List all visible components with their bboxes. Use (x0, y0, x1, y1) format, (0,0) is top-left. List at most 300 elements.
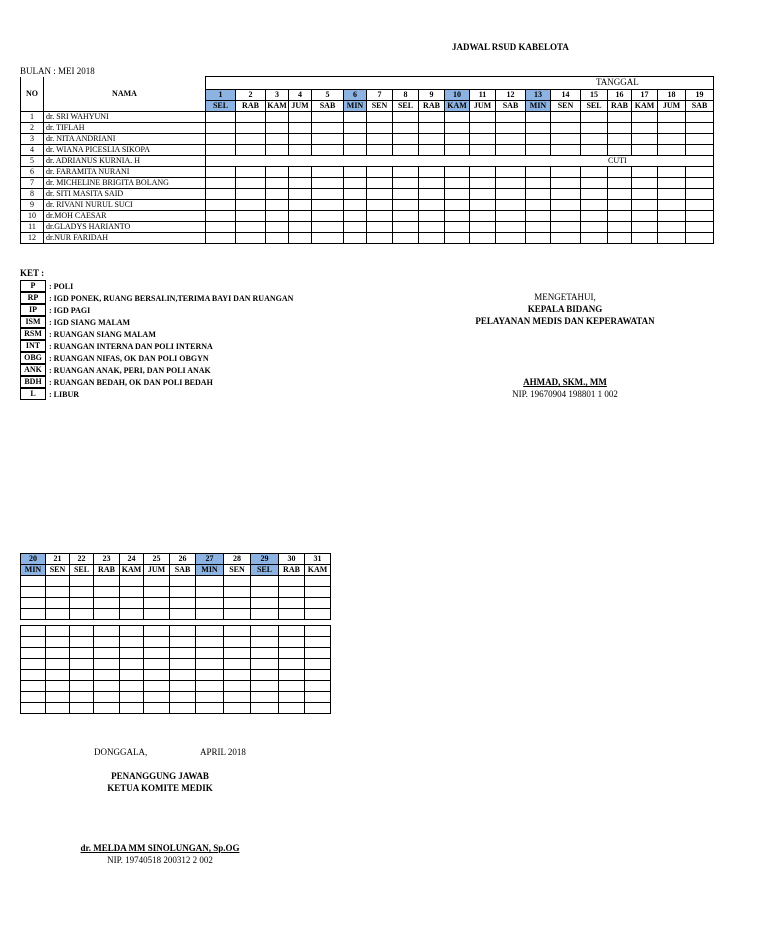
shift-cell (251, 609, 279, 620)
date-cell: 5 (312, 90, 344, 101)
shift-cell (312, 222, 344, 233)
shift-cell (46, 648, 70, 659)
shift-cell (393, 178, 419, 189)
shift-cell (367, 145, 393, 156)
shift-cell (206, 112, 236, 123)
table-row (21, 112, 714, 123)
shift-cell (251, 703, 279, 714)
shift-cell (344, 200, 367, 211)
nama-header: NAMA (44, 77, 206, 112)
shift-cell (632, 233, 658, 244)
shift-cell (279, 609, 305, 620)
table-row (21, 145, 714, 156)
shift-cell (279, 692, 305, 703)
shift-cell (46, 703, 70, 714)
day-cell: RAB (608, 101, 632, 112)
shift-cell (526, 123, 551, 134)
day-cell: SEN (224, 565, 251, 576)
legend-desc: : LIBUR (49, 389, 80, 399)
date-cell: 22 (70, 554, 94, 565)
shift-cell (120, 587, 144, 598)
shift-cell (21, 626, 46, 637)
shift-cell (170, 587, 196, 598)
date-cell: 10 (445, 90, 470, 101)
shift-cell (21, 587, 46, 598)
shift-cell (658, 167, 686, 178)
shift-cell (266, 134, 289, 145)
shift-cell (224, 626, 251, 637)
shift-cell (46, 692, 70, 703)
shift-cell (470, 200, 496, 211)
shift-cell (206, 134, 236, 145)
row-number: 1 (21, 112, 44, 123)
shift-cell (266, 233, 289, 244)
cuti-label: CUTI (608, 156, 627, 165)
shift-cell (21, 692, 46, 703)
shift-cell (445, 200, 470, 211)
shift-cell (658, 200, 686, 211)
legend-code: INT (20, 340, 46, 352)
shift-cell (551, 123, 581, 134)
shift-cell (445, 222, 470, 233)
signer-left-name: dr. MELDA MM SINOLUNGAN, Sp.OG (80, 843, 240, 853)
date-cell: 7 (367, 90, 393, 101)
table-row (21, 609, 331, 620)
table-row (21, 670, 331, 681)
staff-name: dr. SITI MASITA SAID (44, 189, 206, 200)
shift-cell (526, 178, 551, 189)
no-header: NO (21, 77, 44, 112)
legend-code: ANK (20, 364, 46, 376)
day-cell: MIN (526, 101, 551, 112)
shift-cell (305, 637, 331, 648)
row-number: 6 (21, 167, 44, 178)
shift-cell (144, 637, 170, 648)
table-row (21, 703, 331, 714)
legend-desc: : RUANGAN INTERNA DAN POLI INTERNA (49, 341, 213, 351)
shift-cell (581, 233, 608, 244)
staff-name: dr. TIFLAH (44, 123, 206, 134)
shift-cell (658, 178, 686, 189)
date-cell: 6 (344, 90, 367, 101)
shift-cell (551, 112, 581, 123)
day-cell: RAB (94, 565, 120, 576)
legend-code: ISM (20, 316, 46, 328)
shift-cell (21, 703, 46, 714)
day-cell: SEL (581, 101, 608, 112)
shift-cell (224, 703, 251, 714)
shift-cell (251, 648, 279, 659)
shift-cell (144, 681, 170, 692)
shift-cell (344, 178, 367, 189)
date-cell: 25 (144, 554, 170, 565)
shift-cell (236, 167, 266, 178)
shift-cell (196, 692, 224, 703)
shift-cell (279, 637, 305, 648)
shift-cell (581, 167, 608, 178)
table-row (21, 598, 331, 609)
date-cell: 30 (279, 554, 305, 565)
table-row (21, 587, 331, 598)
shift-cell (608, 233, 632, 244)
shift-cell (608, 222, 632, 233)
shift-cell (658, 211, 686, 222)
shift-cell (236, 145, 266, 156)
shift-cell (70, 692, 94, 703)
table-row (21, 134, 714, 145)
shift-cell (312, 145, 344, 156)
shift-cell (196, 587, 224, 598)
shift-cell (305, 692, 331, 703)
shift-cell (170, 648, 196, 659)
shift-cell (305, 648, 331, 659)
day-cell: SAB (312, 101, 344, 112)
shift-cell (46, 626, 70, 637)
shift-cell (236, 178, 266, 189)
place-label: DONGGALA, (94, 747, 148, 757)
shift-cell (144, 598, 170, 609)
shift-cell (70, 598, 94, 609)
legend-item (20, 292, 293, 304)
date-cell: 20 (21, 554, 46, 565)
row-number: 4 (21, 145, 44, 156)
shift-cell (658, 145, 686, 156)
shift-cell (305, 576, 331, 587)
table-row (21, 233, 714, 244)
shift-cell (266, 167, 289, 178)
shift-cell (196, 576, 224, 587)
shift-cell (470, 145, 496, 156)
date-row-2 (21, 554, 331, 565)
shift-cell (196, 659, 224, 670)
staff-name: dr. WIANA PICESLIA SIKOPA (44, 145, 206, 156)
shift-cell (526, 189, 551, 200)
shift-cell (70, 648, 94, 659)
day-cell: SAB (170, 565, 196, 576)
shift-cell (312, 211, 344, 222)
shift-cell (686, 178, 714, 189)
shift-cell (70, 681, 94, 692)
shift-cell (196, 648, 224, 659)
date-cell: 4 (289, 90, 312, 101)
shift-cell (144, 692, 170, 703)
shift-cell (551, 167, 581, 178)
shift-cell (21, 681, 46, 692)
shift-cell (445, 211, 470, 222)
mengetahui-label: MENGETAHUI, (534, 292, 596, 302)
shift-cell (144, 670, 170, 681)
shift-cell (658, 189, 686, 200)
shift-cell (470, 134, 496, 145)
shift-cell (526, 222, 551, 233)
shift-cell (236, 123, 266, 134)
table-row (21, 156, 714, 167)
shift-cell (120, 609, 144, 620)
shift-cell (496, 200, 526, 211)
row-number: 5 (21, 156, 44, 167)
shift-cell (120, 598, 144, 609)
shift-cell (196, 703, 224, 714)
shift-cell (470, 123, 496, 134)
table-row (21, 681, 331, 692)
shift-cell (632, 145, 658, 156)
staff-name: dr.GLADYS HARIANTO (44, 222, 206, 233)
legend-item (20, 280, 73, 292)
shift-cell (236, 189, 266, 200)
shift-cell (21, 609, 46, 620)
shift-cell (236, 134, 266, 145)
shift-cell (144, 576, 170, 587)
date-cell: 11 (470, 90, 496, 101)
date-cell: 13 (526, 90, 551, 101)
row-number: 8 (21, 189, 44, 200)
shift-cell (445, 167, 470, 178)
shift-cell (367, 200, 393, 211)
day-cell: SEL (393, 101, 419, 112)
staff-name: dr.MOH CAESAR (44, 211, 206, 222)
shift-cell (21, 637, 46, 648)
table-row (21, 178, 714, 189)
shift-cell (46, 609, 70, 620)
shift-cell (312, 167, 344, 178)
shift-cell (393, 233, 419, 244)
shift-cell (581, 200, 608, 211)
shift-cell (251, 637, 279, 648)
date-cell: 9 (419, 90, 445, 101)
shift-cell (46, 659, 70, 670)
date-label: APRIL 2018 (200, 747, 246, 757)
date-cell: 17 (632, 90, 658, 101)
shift-cell (266, 178, 289, 189)
shift-cell (305, 670, 331, 681)
shift-cell (470, 167, 496, 178)
shift-cell (419, 134, 445, 145)
shift-cell (70, 609, 94, 620)
shift-cell (251, 576, 279, 587)
shift-cell (206, 167, 236, 178)
shift-cell (46, 576, 70, 587)
shift-cell (526, 167, 551, 178)
shift-cell (120, 637, 144, 648)
shift-cell (658, 123, 686, 134)
shift-cell (224, 648, 251, 659)
legend-code: OBG (20, 352, 46, 364)
shift-cell (251, 681, 279, 692)
shift-cell (393, 112, 419, 123)
shift-cell (581, 222, 608, 233)
shift-cell (312, 134, 344, 145)
day-cell: RAB (279, 565, 305, 576)
shift-cell (419, 211, 445, 222)
shift-cell (581, 178, 608, 189)
shift-cell (419, 200, 445, 211)
shift-cell (496, 134, 526, 145)
shift-cell (94, 692, 120, 703)
shift-cell (94, 703, 120, 714)
shift-cell (170, 626, 196, 637)
shift-cell (224, 670, 251, 681)
day-cell: MIN (344, 101, 367, 112)
shift-cell (224, 659, 251, 670)
legend-code: IP (20, 304, 46, 316)
shift-cell (236, 211, 266, 222)
shift-cell (70, 576, 94, 587)
date-cell: 1 (206, 90, 236, 101)
shift-cell (419, 233, 445, 244)
legend-item (20, 352, 209, 364)
shift-cell (206, 123, 236, 134)
shift-cell (632, 134, 658, 145)
shift-cell (344, 145, 367, 156)
shift-cell (526, 145, 551, 156)
shift-cell (289, 134, 312, 145)
shift-cell (608, 123, 632, 134)
shift-cell (236, 112, 266, 123)
legend-item (20, 304, 90, 316)
day-cell: SAB (496, 101, 526, 112)
row-number: 3 (21, 134, 44, 145)
shift-cell (224, 576, 251, 587)
shift-cell (470, 189, 496, 200)
shift-cell (367, 112, 393, 123)
shift-cell (312, 189, 344, 200)
shift-cell (94, 681, 120, 692)
shift-cell (94, 598, 120, 609)
date-cell: 18 (658, 90, 686, 101)
day-cell: JUM (289, 101, 312, 112)
shift-cell (120, 703, 144, 714)
row-number: 10 (21, 211, 44, 222)
shift-cell (236, 200, 266, 211)
shift-cell (419, 222, 445, 233)
shift-cell (419, 123, 445, 134)
shift-cell (289, 167, 312, 178)
shift-cell (144, 626, 170, 637)
legend-item (20, 316, 130, 328)
shift-cell (70, 670, 94, 681)
shift-cell (551, 189, 581, 200)
row-number: 2 (21, 123, 44, 134)
legend-item (20, 364, 211, 376)
shift-cell (236, 222, 266, 233)
shift-cell (94, 648, 120, 659)
shift-cell (686, 145, 714, 156)
shift-cell (526, 211, 551, 222)
shift-cell (21, 576, 46, 587)
shift-cell (170, 637, 196, 648)
legend-desc: : RUANGAN ANAK, PERI, DAN POLI ANAK (49, 365, 211, 375)
staff-name: dr. RIVANI NURUL SUCI (44, 200, 206, 211)
shift-cell (279, 659, 305, 670)
shift-cell (305, 598, 331, 609)
day-cell: SEN (551, 101, 581, 112)
shift-cell (496, 112, 526, 123)
shift-cell (496, 123, 526, 134)
shift-cell (266, 200, 289, 211)
date-cell: 3 (266, 90, 289, 101)
shift-cell (305, 609, 331, 620)
signer-right-name: AHMAD, SKM., MM (523, 377, 607, 387)
day-cell: RAB (236, 101, 266, 112)
date-cell: 28 (224, 554, 251, 565)
shift-cell (496, 189, 526, 200)
shift-cell (196, 681, 224, 692)
shift-cell (305, 703, 331, 714)
shift-cell (305, 659, 331, 670)
shift-cell (496, 233, 526, 244)
shift-cell (419, 178, 445, 189)
day-cell: SAB (686, 101, 714, 112)
shift-cell (289, 233, 312, 244)
shift-cell (367, 134, 393, 145)
shift-cell (266, 189, 289, 200)
shift-cell (608, 211, 632, 222)
shift-cell (224, 598, 251, 609)
document-title: JADWAL RSUD KABELOTA (452, 42, 569, 52)
shift-cell (496, 145, 526, 156)
shift-cell (632, 178, 658, 189)
shift-cell (196, 609, 224, 620)
penanggung-jawab-label: PENANGGUNG JAWAB (111, 771, 209, 781)
schedule-table (20, 76, 714, 244)
shift-cell (120, 692, 144, 703)
legend-code: RSM (20, 328, 46, 340)
shift-cell (581, 145, 608, 156)
table-row (21, 626, 331, 637)
shift-cell (686, 189, 714, 200)
shift-cell (419, 189, 445, 200)
shift-cell (526, 233, 551, 244)
day-cell: KAM (305, 565, 331, 576)
shift-cell (224, 692, 251, 703)
shift-cell (344, 233, 367, 244)
shift-cell (206, 200, 236, 211)
shift-cell (608, 200, 632, 211)
day-cell: KAM (632, 101, 658, 112)
shift-cell (393, 211, 419, 222)
shift-cell (686, 123, 714, 134)
shift-cell (196, 637, 224, 648)
legend-desc: : RUANGAN SIANG MALAM (49, 329, 156, 339)
shift-cell (344, 167, 367, 178)
day-cell: KAM (445, 101, 470, 112)
day-cell: SEL (251, 565, 279, 576)
shift-cell (289, 112, 312, 123)
shift-cell (224, 587, 251, 598)
shift-cell (393, 200, 419, 211)
shift-cell (170, 659, 196, 670)
shift-cell (251, 626, 279, 637)
date-cell: 16 (608, 90, 632, 101)
shift-cell (419, 145, 445, 156)
shift-cell (445, 145, 470, 156)
shift-cell (94, 659, 120, 670)
date-cell: 8 (393, 90, 419, 101)
shift-cell (120, 670, 144, 681)
shift-cell (120, 626, 144, 637)
shift-cell (289, 189, 312, 200)
shift-cell (46, 681, 70, 692)
schedule-table-continued (20, 553, 331, 714)
shift-cell (46, 670, 70, 681)
shift-cell (120, 681, 144, 692)
table-row (21, 167, 714, 178)
shift-cell (94, 626, 120, 637)
shift-cell (367, 167, 393, 178)
staff-name: dr. SRI WAHYUNI (44, 112, 206, 123)
shift-cell (632, 123, 658, 134)
shift-cell (393, 167, 419, 178)
